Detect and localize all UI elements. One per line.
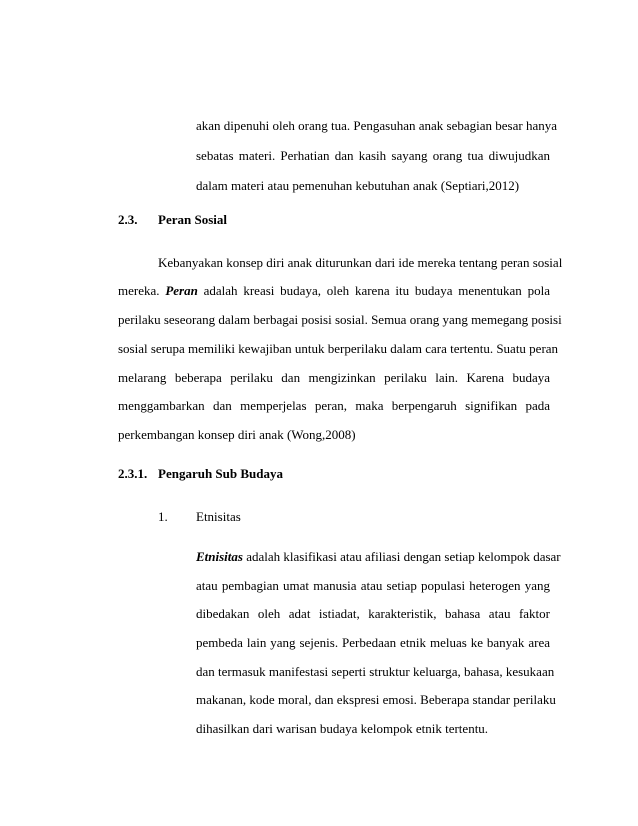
- peran-paragraph-line-7: perkembangan konsep diri anak (Wong,2008): [118, 427, 356, 442]
- section-2-3-1-title: Pengaruh Sub Budaya: [158, 466, 283, 481]
- list-item-label: Etnisitas: [196, 509, 241, 524]
- etnisitas-paragraph-line-1: [196, 549, 561, 565]
- etnisitas-paragraph-line-7: dihasilkan dari warisan budaya kelompok etnik tertentu.: [196, 721, 489, 736]
- peran-paragraph-line-6: menggambarkan dan memperjelas peran, maka berpengaruh signifikan pada: [118, 398, 550, 413]
- continuation-line-3: dalam materi atau pemenuhan kebutuhan anak (Septiari,2012): [196, 178, 520, 193]
- etnisitas-term: Etnisitas: [196, 549, 243, 564]
- peran-paragraph-line-2-pre: mereka.: [118, 283, 166, 298]
- list-item-number: 1.: [158, 509, 168, 524]
- etnisitas-paragraph-line-3: dibedakan oleh adat istiadat, karakteristik, bahasa atau faktor: [196, 606, 550, 621]
- peran-term: Peran: [165, 283, 198, 298]
- etnisitas-paragraph-line-6: makanan, kode moral, dan ekspresi emosi. Beberapa standar perilaku: [196, 692, 556, 707]
- peran-paragraph-line-5: melarang beberapa perilaku dan mengizinkan perilaku lain. Karena budaya: [118, 370, 550, 385]
- etnisitas-paragraph-line-5: dan termasuk manifestasi seperti struktur keluarga, bahasa, kesukaan: [196, 664, 555, 679]
- section-2-3-1-number: 2.3.1.: [118, 466, 148, 481]
- peran-paragraph-line-2: [118, 283, 550, 299]
- peran-paragraph-line-1: Kebanyakan konsep diri anak diturunkan dari ide mereka tentang peran sosial: [158, 255, 563, 270]
- section-2-3-title: Peran Sosial: [158, 212, 227, 227]
- continuation-line-1: akan dipenuhi oleh orang tua. Pengasuhan anak sebagian besar hanya: [196, 118, 557, 133]
- etnisitas-paragraph-line-4: pembeda lain yang sejenis. Perbedaan etnik meluas ke banyak area: [196, 635, 550, 650]
- continuation-line-2: sebatas materi. Perhatian dan kasih sayang orang tua diwujudkan: [196, 148, 550, 163]
- etnisitas-paragraph-line-1-rest: adalah klasifikasi atau afiliasi dengan setiap kelompok dasar: [242, 549, 561, 564]
- etnisitas-paragraph-line-2: atau pembagian umat manusia atau setiap populasi heterogen yang: [196, 578, 550, 593]
- peran-paragraph-line-3: perilaku seseorang dalam berbagai posisi sosial. Semua orang yang memegang posisi: [118, 312, 562, 327]
- section-2-3-number: 2.3.: [118, 212, 138, 227]
- peran-paragraph-line-4: sosial serupa memiliki kewajiban untuk berperilaku dalam cara tertentu. Suatu peran: [118, 341, 559, 356]
- peran-paragraph-line-2-post: adalah kreasi budaya, oleh karena itu budaya menentukan pola: [197, 283, 550, 298]
